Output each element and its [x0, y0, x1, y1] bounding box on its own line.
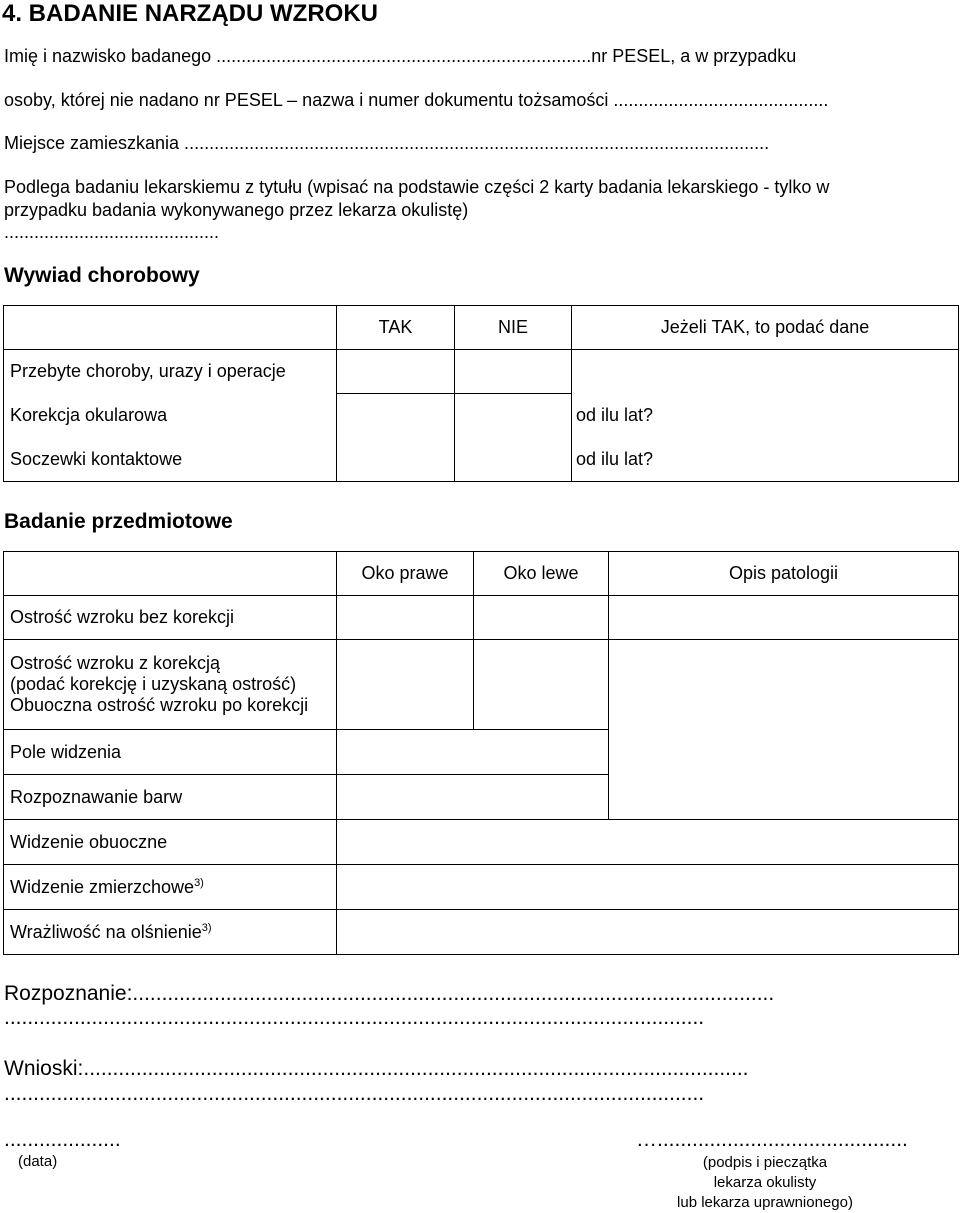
- oko-prawe-cell[interactable]: [337, 596, 474, 640]
- table-row: [4, 910, 959, 955]
- rozpoznanie-dots: ..............................................................................................................: [132, 982, 775, 1005]
- wywiad-row-label: Korekcja okularowa: [4, 394, 337, 438]
- rozpoznanie-label: Rozpoznanie:: [4, 982, 133, 1005]
- badanie-row-label: Widzenie obuoczne: [4, 820, 337, 865]
- widzenie-obuoczne-cell[interactable]: [337, 820, 959, 865]
- col-tak: TAK: [337, 306, 455, 350]
- exam-basis-line: Podlega badaniu lekarskiemu z tytułu (wpisać na podstawie części 2 karty badania lekarskiego - tylko w: [4, 177, 830, 197]
- signature-dots: …...........................................: [636, 1128, 908, 1151]
- badanie-row-label-text: Widzenie zmierzchowe: [10, 876, 195, 897]
- badanie-row-label: [4, 640, 337, 730]
- col-opis-patologii: Opis patologii: [609, 552, 959, 596]
- badanie-row-label-line: Obuoczna ostrość wzroku po korekcji: [10, 695, 309, 715]
- footnote-ref: 3): [201, 921, 212, 934]
- years-note: od ilu lat?: [576, 448, 654, 469]
- wywiad-row-label: Przebyte choroby, urazy i operacje: [4, 350, 337, 394]
- wnioski-label: Wnioski:: [4, 1057, 84, 1080]
- badanie-row-label: Rozpoznawanie barw: [4, 775, 337, 820]
- wywiad-table: [3, 305, 959, 482]
- wnioski-dots-2: ........................................................................................................................: [4, 1082, 705, 1105]
- col-dane: Jeżeli TAK, to podać dane: [572, 306, 959, 350]
- table-row: [4, 640, 959, 730]
- wywiad-tak-cell[interactable]: [337, 350, 455, 394]
- table-row: [4, 394, 959, 438]
- badanie-row-label-line: (podać korekcję i uzyskaną ostrość): [10, 674, 297, 694]
- pole-widzenia-cell[interactable]: [337, 730, 609, 775]
- rozpoznawanie-barw-cell[interactable]: [337, 775, 609, 820]
- signature-label-line: lekarza okulisty: [713, 1174, 817, 1191]
- badanie-row-label: Ostrość wzroku bez korekcji: [4, 596, 337, 640]
- table-row: [4, 865, 959, 910]
- badanie-header-empty: [4, 552, 337, 596]
- section-title: 4. BADANIE NARZĄDU WZROKU: [2, 0, 378, 27]
- wywiad-header-empty: [4, 306, 337, 350]
- rozpoznanie-dots-2: ........................................................................................................................: [4, 1006, 705, 1029]
- badanie-heading: Badanie przedmiotowe: [4, 510, 233, 533]
- wywiad-nie-cell[interactable]: [455, 350, 572, 394]
- exam-basis-line-2: przypadku badania wykonywanego przez lekarza okulistę): [4, 200, 469, 220]
- wywiad-tak-cell[interactable]: [337, 394, 455, 438]
- wnioski-line: [4, 1057, 749, 1081]
- badanie-row-label: [4, 910, 337, 955]
- col-nie: NIE: [455, 306, 572, 350]
- wywiad-dane-cell[interactable]: [572, 438, 959, 482]
- rozpoznanie-line: [4, 982, 774, 1006]
- wywiad-heading: Wywiad chorobowy: [4, 264, 200, 287]
- badanie-row-label-line: Ostrość wzroku z korekcją: [10, 653, 221, 673]
- date-dots: ....................: [4, 1128, 121, 1151]
- document-id-line: osoby, której nie nadano nr PESEL – nazwa i numer dokumentu tożsamości ...........................................: [4, 90, 829, 110]
- table-row: [4, 820, 959, 865]
- table-row: [4, 596, 959, 640]
- badanie-row-label-text: Wrażliwość na olśnienie: [10, 921, 202, 942]
- oko-lewe-cell[interactable]: [474, 596, 609, 640]
- olsnienie-cell[interactable]: [337, 910, 959, 955]
- opis-cell[interactable]: [609, 596, 959, 640]
- wywiad-dane-cell[interactable]: [572, 350, 959, 394]
- oko-lewe-cell[interactable]: [474, 640, 609, 730]
- badanie-row-label: Pole widzenia: [4, 730, 337, 775]
- wnioski-dots: ..................................................................................................................: [83, 1057, 749, 1080]
- col-oko-prawe: Oko prawe: [337, 552, 474, 596]
- years-note: od ilu lat?: [576, 405, 654, 425]
- table-row: [4, 438, 959, 482]
- wywiad-dane-cell[interactable]: [572, 394, 959, 438]
- oko-prawe-cell[interactable]: [337, 640, 474, 730]
- col-oko-lewe: Oko lewe: [474, 552, 609, 596]
- exam-basis-dots: ...........................................: [4, 222, 220, 242]
- wywiad-row-label: Soczewki kontaktowe: [4, 438, 337, 482]
- name-pesel-line: Imię i nazwisko badanego ...........................................................................nr PESEL, a w przypadku: [4, 46, 797, 66]
- wywiad-nie-cell[interactable]: [455, 438, 572, 482]
- signature-block: [660, 1153, 870, 1213]
- badanie-row-label: [4, 865, 337, 910]
- widzenie-zmierzchowe-cell[interactable]: [337, 865, 959, 910]
- residence-line: Miejsce zamieszkania .....................................................................................................................: [4, 133, 770, 153]
- opis-cell[interactable]: [609, 640, 959, 820]
- wywiad-tak-cell[interactable]: [337, 438, 455, 482]
- wywiad-nie-cell[interactable]: [455, 394, 572, 438]
- signature-label-line: lub lekarza uprawnionego): [677, 1194, 853, 1211]
- footnote-ref: 3): [194, 876, 204, 889]
- date-label: (data): [18, 1153, 58, 1170]
- signature-label-line: (podpis i pieczątka: [702, 1154, 828, 1171]
- badanie-table: [3, 551, 959, 955]
- table-row: [4, 350, 959, 394]
